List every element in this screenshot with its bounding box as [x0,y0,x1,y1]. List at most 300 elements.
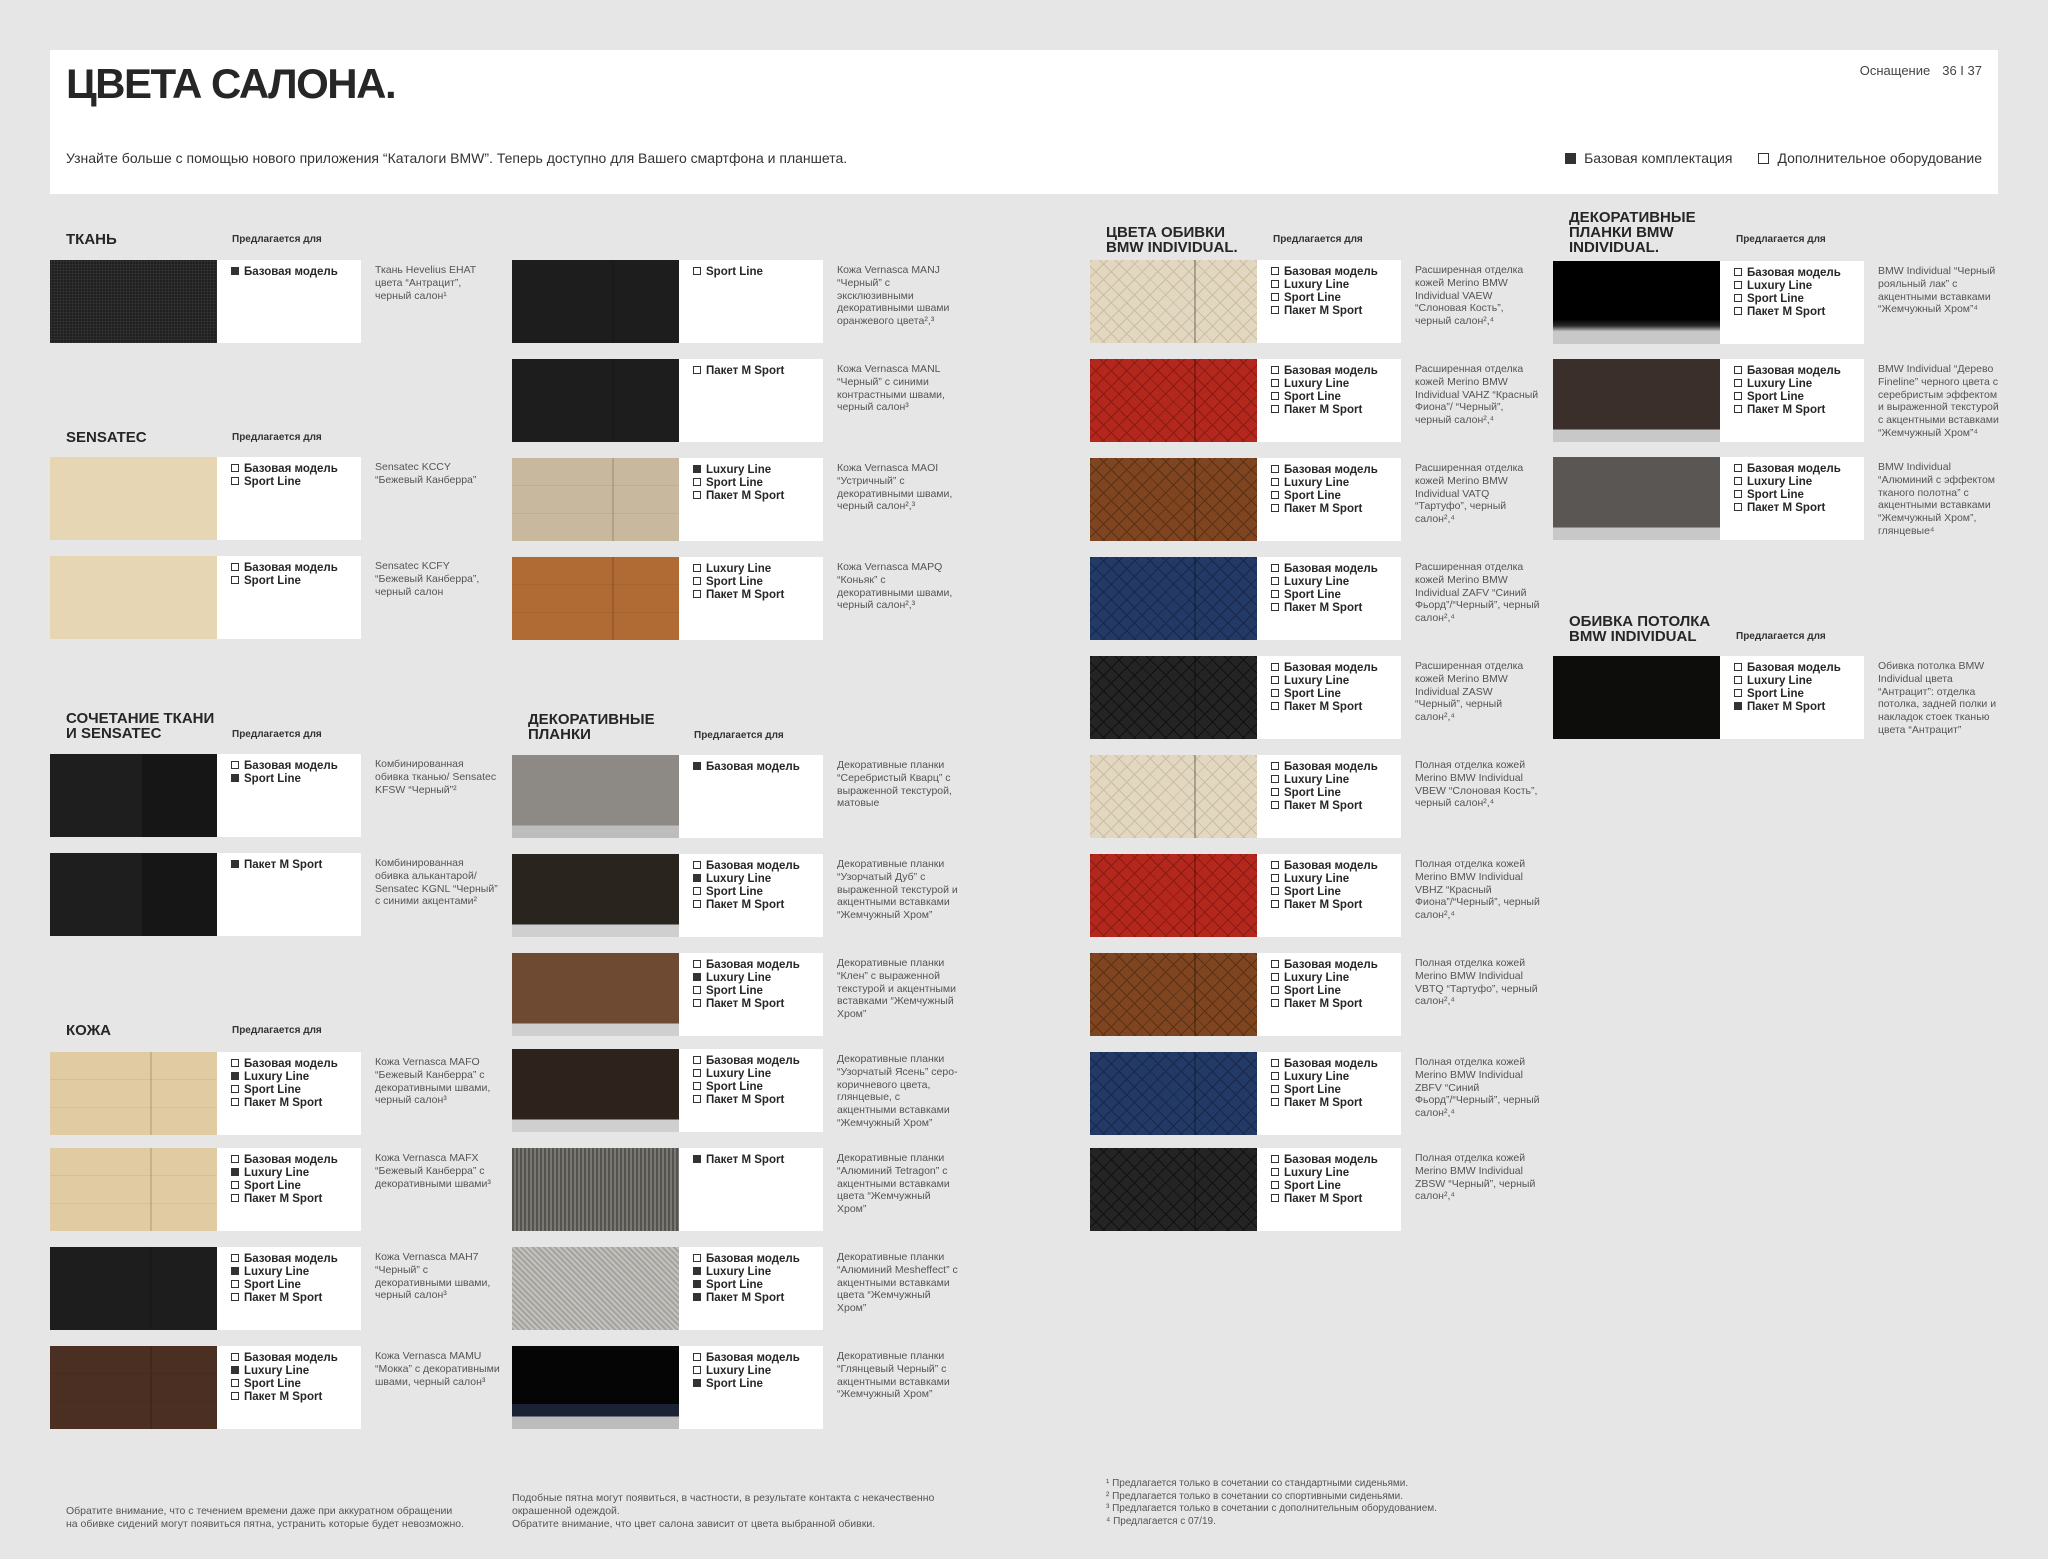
empty-square-icon [1271,577,1279,585]
availability-item [1271,1058,1401,1071]
color-option-row [50,260,530,343]
filled-square-icon [231,1267,239,1275]
availability-list [679,1247,823,1330]
material-description: Кожа Vernasca MAMU “Мокка” с декоративными швами, черный салон³ [375,1350,500,1388]
availability-item [231,773,361,786]
empty-square-icon [1758,153,1769,164]
footnote-left [66,1505,464,1531]
availability-item [693,972,823,985]
empty-square-icon [1734,676,1742,684]
availability-item [1271,985,1401,998]
material-swatch [1090,359,1257,442]
availability-item [231,859,361,872]
availability-list [217,457,361,540]
availability-item [1271,563,1401,576]
availability-item [1271,477,1401,490]
availability-item [1271,860,1401,873]
page-number: 36 I 37 [1942,63,1982,78]
empty-square-icon [1271,861,1279,869]
material-swatch [1553,457,1720,540]
availability-list [217,754,361,837]
material-swatch [1090,854,1257,937]
filled-square-icon [693,1293,701,1301]
availability-item [231,1193,361,1206]
material-swatch [1090,656,1257,739]
availability-label: Пакет M Sport [706,1094,785,1106]
availability-label: Базовая модель [244,1058,338,1070]
empty-square-icon [1271,788,1279,796]
availability-label: Sport Line [244,1084,301,1096]
availability-label: Базовая модель [706,761,800,773]
availability-label: Пакет M Sport [1747,701,1826,713]
color-option-row [50,1148,530,1231]
availability-label: Базовая модель [1284,266,1378,278]
availability-item [231,1084,361,1097]
category-line: И SENSATEC [66,725,162,742]
material-swatch [512,1346,679,1429]
material-swatch [512,854,679,937]
material-description: Полная отделка кожей Merino BMW Individual VBHZ “Красный Фиона”/“Черный”, черный салон²,⁴ [1415,858,1540,922]
empty-square-icon [1271,366,1279,374]
color-option-row [512,1247,992,1330]
availability-item [231,562,361,575]
availability-label: Sport Line [706,1378,763,1390]
availability-label: Пакет M Sport [1284,1193,1363,1205]
availability-label: Luxury Line [1747,378,1813,390]
offer-label: Предлагается для [1736,631,1826,642]
availability-item [231,1097,361,1110]
empty-square-icon [1271,887,1279,895]
availability-list [217,1052,361,1135]
category-leather: КОЖА [66,1022,112,1039]
material-swatch [1090,1052,1257,1135]
availability-label: Sport Line [1284,1180,1341,1192]
availability-list [1257,953,1401,1036]
availability-label: Базовая модель [706,1352,800,1364]
empty-square-icon [1271,676,1279,684]
material-swatch [512,1148,679,1231]
empty-square-icon [1271,392,1279,400]
availability-item [1271,998,1401,1011]
material-description: Декоративные планки “Узорчатый Дуб” с выраженной текстурой и акцентными вставками “Жемчужный Хром” [837,858,958,922]
availability-label: Базовая модель [1284,464,1378,476]
material-swatch [50,260,217,343]
color-option-row [50,1052,530,1135]
category-individual-trims [1569,210,1696,255]
availability-item [1271,701,1401,714]
availability-label: Luxury Line [706,464,772,476]
availability-item [231,476,361,489]
availability-item [231,1071,361,1084]
empty-square-icon [693,1095,701,1103]
availability-list [1257,1148,1401,1231]
empty-square-icon [1271,1085,1279,1093]
category-line: ЦВЕТА ОБИВКИ [1106,224,1226,241]
empty-square-icon [231,1181,239,1189]
availability-label: Luxury Line [1747,280,1813,292]
color-option-row [1090,359,1570,442]
availability-item [1271,1154,1401,1167]
availability-item [1734,476,1864,489]
empty-square-icon [1271,1059,1279,1067]
category-line: ДЕКОРАТИВНЫЕ [1569,209,1696,226]
color-option-row [512,755,992,838]
availability-label: Sport Line [1284,292,1341,304]
section-name: Оснащение [1859,63,1931,78]
material-description: Расширенная отделка кожей Merino BMW Individual VAEW “Слоновая Кость”, черный салон²,⁴ [1415,264,1524,328]
availability-item [1271,602,1401,615]
color-option-row [1090,1148,1570,1231]
empty-square-icon [1734,307,1742,315]
color-option-row [512,260,992,343]
material-description: BMW Individual “Алюминий с эффектом тканого полотна” с акцентными вставками “Жемчужный Хром”, глянцевые⁴ [1878,461,1996,537]
filled-square-icon [693,1155,701,1163]
material-description: Полная отделка кожей Merino BMW Individual ZBSW “Черный”, черный салон²,⁴ [1415,1152,1536,1203]
empty-square-icon [1734,477,1742,485]
material-description: Ткань Hevelius EHAT цвета “Антрацит”, черный салон¹ [375,264,477,302]
availability-label: Luxury Line [1284,576,1350,588]
availability-label: Пакет M Sport [706,899,785,911]
filled-square-icon [693,1267,701,1275]
availability-label: Sport Line [706,886,763,898]
empty-square-icon [231,477,239,485]
footnote-line: Подобные пятна могут появиться, в частности, в результате контакта с некачественно [512,1492,935,1504]
empty-square-icon [1271,405,1279,413]
empty-square-icon [693,478,701,486]
offer-label: Предлагается для [1273,234,1363,245]
empty-square-icon [1271,960,1279,968]
material-swatch [1090,1148,1257,1231]
color-option-row [512,458,992,541]
availability-item [693,464,823,477]
availability-list [679,359,823,442]
empty-square-icon [1734,294,1742,302]
empty-square-icon [231,1392,239,1400]
availability-label: Пакет M Sport [244,1391,323,1403]
availability-item [231,760,361,773]
empty-square-icon [231,1098,239,1106]
availability-label: Базовая модель [244,1154,338,1166]
availability-list [1720,457,1864,540]
empty-square-icon [231,1379,239,1387]
empty-square-icon [1271,267,1279,275]
availability-label: Luxury Line [1284,873,1350,885]
availability-list [1257,854,1401,937]
availability-label: Sport Line [244,476,301,488]
availability-label: Luxury Line [1284,279,1350,291]
availability-item [1271,774,1401,787]
availability-label: Пакет M Sport [1284,701,1363,713]
empty-square-icon [1734,366,1742,374]
availability-label: Sport Line [1284,490,1341,502]
empty-square-icon [693,960,701,968]
availability-item [693,1365,823,1378]
material-swatch [50,1148,217,1231]
material-swatch [512,755,679,838]
color-option-row [50,853,530,936]
availability-item [1271,886,1401,899]
availability-item [231,1167,361,1180]
material-description: BMW Individual “Дерево Fineline” черного цвета с серебристым эффектом и выраженной текстурой с акцентными вставками “Жемчужный Хром”⁴ [1878,363,1999,439]
material-description: Декоративные планки “Алюминий Mesheffect” с акцентными вставками цвета “Жемчужный Хром” [837,1251,958,1315]
material-description: Декоративные планки “Алюминий Tetragon” с акцентными вставками цвета “Жемчужный Хром” [837,1152,950,1216]
empty-square-icon [1271,306,1279,314]
availability-item [693,1154,823,1167]
empty-square-icon [1734,392,1742,400]
color-option-row [1090,260,1570,343]
empty-square-icon [231,1085,239,1093]
empty-square-icon [1271,478,1279,486]
availability-label: Пакет M Sport [244,1292,323,1304]
availability-label: Пакет M Sport [1747,306,1826,318]
color-option-row [512,557,992,640]
availability-item [231,463,361,476]
availability-item [693,477,823,490]
availability-list [679,1049,823,1132]
empty-square-icon [1734,281,1742,289]
availability-item [1271,391,1401,404]
empty-square-icon [1734,379,1742,387]
color-option-row [1090,1052,1570,1135]
empty-square-icon [693,491,701,499]
availability-item [231,575,361,588]
availability-label: Базовая модель [1284,1154,1378,1166]
availability-item [1271,279,1401,292]
color-option-row [50,1346,530,1429]
empty-square-icon [693,267,701,275]
category-fabric: ТКАНЬ [66,231,117,248]
availability-item [1734,662,1864,675]
empty-square-icon [1271,465,1279,473]
availability-label: Sport Line [1747,293,1804,305]
material-description: BMW Individual “Черный рояльный лак” с акцентными вставками “Жемчужный Хром”⁴ [1878,265,1996,316]
availability-list [1720,359,1864,442]
availability-label: Sport Line [1747,391,1804,403]
empty-square-icon [1271,504,1279,512]
availability-item [231,266,361,279]
page-title: ЦВЕТА САЛОНА. [66,60,396,107]
page-subtitle: Узнайте больше с помощью нового приложения “Каталоги BMW”. Теперь доступно для Вашего смартфона и планшета. [66,150,848,166]
availability-item [1271,589,1401,602]
material-description: Расширенная отделка кожей Merino BMW Individual ZAFV “Синий Фьорд”/“Черный”, черный салон²,⁴ [1415,561,1540,625]
availability-list [1257,755,1401,838]
material-description: Кожа Vernasca MAPQ “Коньяк” с декоративными швами, черный салон²,³ [837,561,953,612]
availability-item [693,1352,823,1365]
empty-square-icon [1271,603,1279,611]
availability-item [693,761,823,774]
availability-item [1734,701,1864,714]
filled-square-icon [693,465,701,473]
material-swatch [1553,656,1720,739]
filled-square-icon [1734,702,1742,710]
filled-square-icon [693,973,701,981]
empty-square-icon [693,1056,701,1064]
availability-item [693,1253,823,1266]
material-description: Полная отделка кожей Merino BMW Individual ZBFV “Синий Фьорд”/“Черный”, черный салон²,⁴ [1415,1056,1540,1120]
empty-square-icon [1271,702,1279,710]
availability-label: Sport Line [1284,688,1341,700]
availability-list [217,1148,361,1231]
availability-label: Sport Line [1747,688,1804,700]
color-option-row [50,556,530,639]
empty-square-icon [693,577,701,585]
empty-square-icon [231,464,239,472]
material-swatch [512,458,679,541]
color-option-row [1090,557,1570,640]
availability-list [679,953,823,1036]
material-description: Sensatec KCFY “Бежевый Канберра”, черный салон [375,560,480,598]
offer-label: Предлагается для [232,729,322,740]
availability-item [1734,306,1864,319]
color-option-row [50,754,530,837]
availability-item [693,1292,823,1305]
availability-label: Пакет M Sport [706,1292,785,1304]
material-swatch [1553,261,1720,344]
availability-item [231,1352,361,1365]
empty-square-icon [693,1353,701,1361]
availability-label: Luxury Line [1284,774,1350,786]
filled-square-icon [231,1168,239,1176]
availability-label: Luxury Line [1284,972,1350,984]
empty-square-icon [693,1069,701,1077]
availability-item [231,1058,361,1071]
material-description: Кожа Vernasca MAFX “Бежевый Канберра” с декоративными швами³ [375,1152,491,1190]
availability-label: Luxury Line [1747,675,1813,687]
availability-item [693,1266,823,1279]
material-description: Обивка потолка BMW Individual цвета “Антрацит”: отделка потолка, задней полки и накладок стоек тканью цвета “Антрацит” [1878,660,1997,736]
filled-square-icon [1565,153,1576,164]
empty-square-icon [1271,564,1279,572]
page-info [1860,63,1982,78]
color-option-row [1090,854,1570,937]
footnote-line: ⁴ Предлагается с 07/19. [1106,1515,1216,1527]
availability-item [693,873,823,886]
material-swatch [50,1346,217,1429]
availability-list [217,556,361,639]
availability-item [693,886,823,899]
empty-square-icon [1271,762,1279,770]
availability-label: Пакет M Sport [244,1097,323,1109]
availability-label: Sport Line [706,1279,763,1291]
empty-square-icon [231,1194,239,1202]
availability-list [679,755,823,838]
availability-label: Пакет M Sport [706,1154,785,1166]
availability-label: Базовая модель [1284,563,1378,575]
footnote-line: окрашенной одеждой. [512,1505,620,1517]
category-sensatec: SENSATEC [66,429,147,446]
empty-square-icon [1271,775,1279,783]
availability-item [231,1365,361,1378]
availability-label: Luxury Line [244,1167,310,1179]
material-description: Декоративные планки “Узорчатый Ясень” серо-коричневого цвета, глянцевые, с акцентными вставками “Жемчужный Хром” [837,1053,958,1129]
availability-label: Базовая модель [706,860,800,872]
empty-square-icon [231,1155,239,1163]
availability-list [1257,656,1401,739]
availability-label: Базовая модель [1747,662,1841,674]
empty-square-icon [1271,1155,1279,1163]
availability-item [1271,576,1401,589]
availability-label: Luxury Line [706,1266,772,1278]
material-description: Комбинированная обивка тканью/ Sensatec KFSW “Черный”² [375,758,497,796]
color-option-row [512,854,992,937]
availability-label: Базовая модель [1747,365,1841,377]
legend-optional-label: Дополнительное оборудование [1777,150,1982,166]
material-description: Кожа Vernasca MANL “Черный” с синими контрастными швами, черный салон³ [837,363,945,414]
page-header [50,50,1998,194]
empty-square-icon [693,986,701,994]
empty-square-icon [1734,689,1742,697]
material-description: Кожа Vernasca MAH7 “Черный” с декоративными швами, черный салон³ [375,1251,491,1302]
availability-list [217,1346,361,1429]
empty-square-icon [1271,379,1279,387]
availability-label: Sport Line [1747,489,1804,501]
availability-item [1271,378,1401,391]
empty-square-icon [1271,900,1279,908]
legend-standard [1565,150,1732,166]
availability-label: Базовая модель [1284,761,1378,773]
availability-item [693,1378,823,1391]
material-description: Кожа Vernasca MAOI “Устричный” с декоративными швами, черный салон²,³ [837,462,953,513]
availability-item [693,985,823,998]
availability-label: Luxury Line [1284,1167,1350,1179]
availability-item [1734,404,1864,417]
availability-label: Luxury Line [1284,675,1350,687]
empty-square-icon [1734,663,1742,671]
availability-label: Пакет M Sport [1747,502,1826,514]
filled-square-icon [693,874,701,882]
material-swatch [512,953,679,1036]
availability-label: Sport Line [706,576,763,588]
availability-item [693,998,823,1011]
availability-item [231,1266,361,1279]
availability-item [1271,404,1401,417]
color-option-row [50,1247,530,1330]
availability-item [1271,761,1401,774]
availability-label: Базовая модель [706,1253,800,1265]
availability-item [1271,1097,1401,1110]
material-swatch [50,457,217,540]
empty-square-icon [231,576,239,584]
footnote-line: ³ Предлагается только в сочетании с дополнительным оборудованием. [1106,1503,1437,1514]
empty-square-icon [693,999,701,1007]
availability-list [679,1346,823,1429]
empty-square-icon [693,1082,701,1090]
empty-square-icon [693,861,701,869]
availability-label: Пакет M Sport [244,1193,323,1205]
availability-item [1734,391,1864,404]
color-option-row [1090,755,1570,838]
category-individual [1106,225,1238,255]
availability-item [1734,293,1864,306]
availability-list [1257,260,1401,343]
availability-label: Luxury Line [244,1266,310,1278]
empty-square-icon [231,1280,239,1288]
availability-item [693,266,823,279]
availability-item [1271,662,1401,675]
filled-square-icon [231,267,239,275]
category-line: BMW INDIVIDUAL. [1106,239,1238,256]
availability-label: Пакет M Sport [706,365,785,377]
availability-list [1257,557,1401,640]
material-description: Sensatec KCCY “Бежевый Канберра” [375,461,477,486]
availability-item [231,1253,361,1266]
availability-label: Sport Line [244,1279,301,1291]
availability-label: Luxury Line [1284,1071,1350,1083]
color-option-row [512,1049,992,1132]
availability-label: Базовая модель [244,562,338,574]
footnote-line: Обратите внимание, что с течением времени даже при аккуратном обращении [66,1505,453,1517]
availability-item [1271,1167,1401,1180]
